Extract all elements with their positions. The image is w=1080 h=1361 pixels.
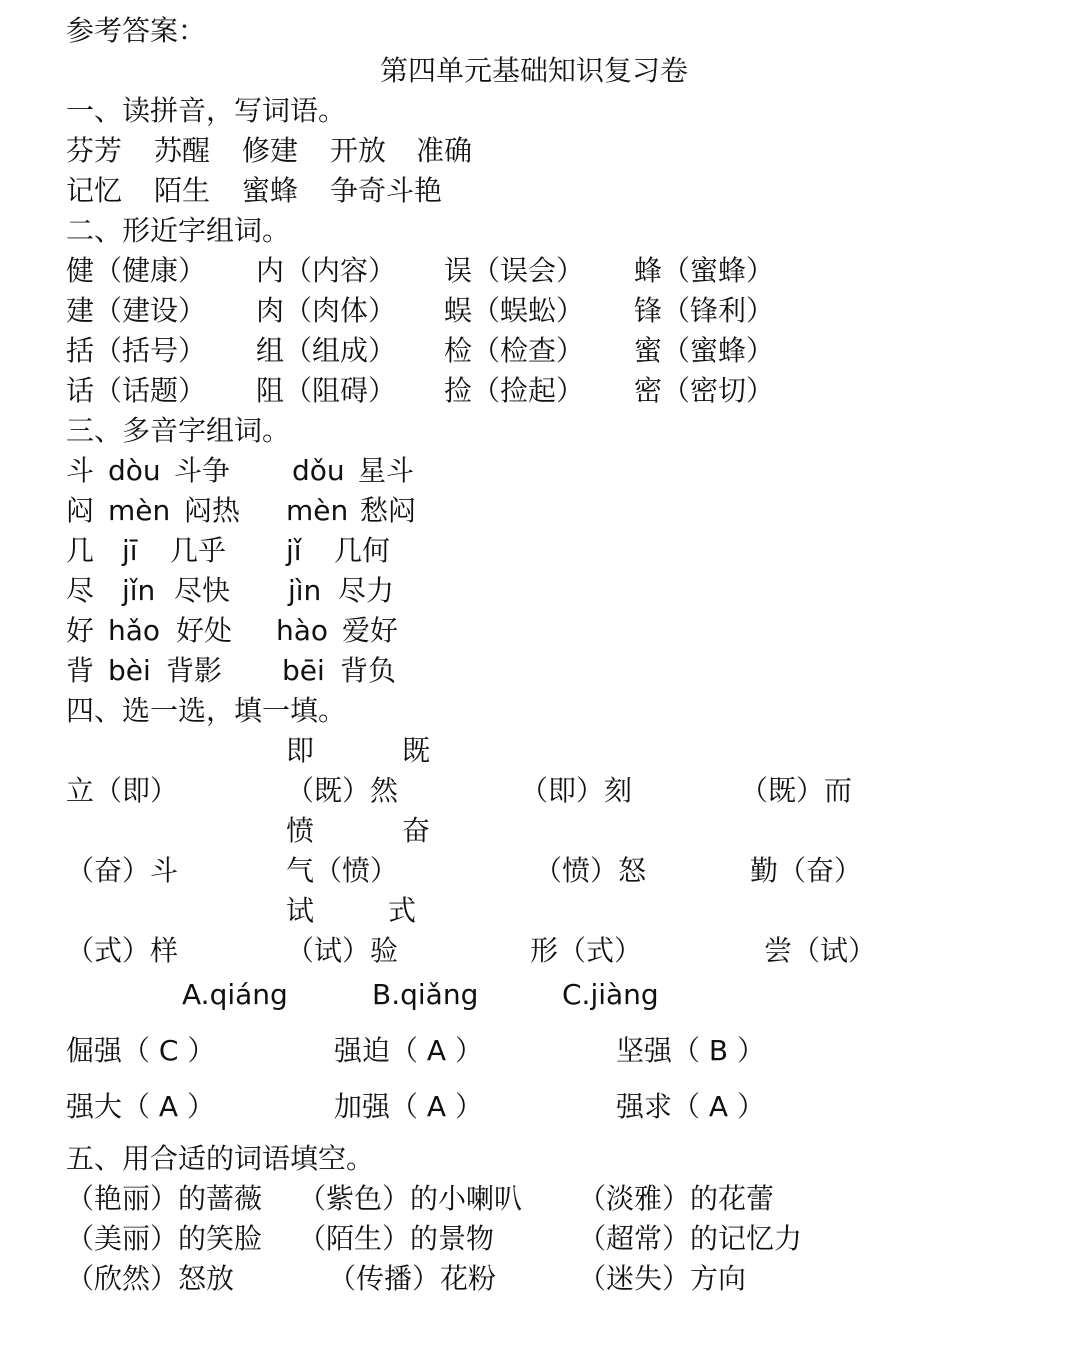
polyphone-char: 背 — [66, 654, 95, 687]
word: 修建 — [242, 134, 299, 167]
char-pair: 内（内容） — [256, 254, 397, 287]
pinyin: bēi — [282, 654, 325, 687]
char-pair: 建（建设） — [66, 294, 207, 327]
fill-item: （愤）怒 — [534, 854, 647, 887]
cropped-top-line — [0, 0, 1080, 10]
section-2-heading: 二、形近字组词。 — [66, 214, 291, 247]
pinyin: jǐn — [122, 574, 156, 607]
pinyin: jìn — [288, 574, 322, 607]
polyphone-char: 尽 — [66, 574, 95, 607]
answers-label: 参考答案： — [66, 14, 207, 47]
page-title: 第四单元基础知识复习卷 — [380, 54, 689, 87]
phrase: （艳丽）的蔷薇 — [66, 1182, 263, 1215]
section-3-heading: 三、多音字组词。 — [66, 414, 291, 447]
char-pair: 蜈（蜈蚣） — [444, 294, 585, 327]
char-pair: 组（组成） — [256, 334, 397, 367]
option-char: 试 — [286, 894, 315, 927]
char-pair: 检（检查） — [444, 334, 585, 367]
pinyin-option: A.qiáng — [182, 978, 288, 1011]
word: 陌生 — [154, 174, 211, 207]
phrase: （迷失）方向 — [578, 1262, 747, 1295]
char-pair: 蜜（蜜蜂） — [634, 334, 775, 367]
phrase: （陌生）的景物 — [298, 1222, 495, 1255]
word: 记忆 — [66, 174, 123, 207]
fill-item: 尝（试） — [764, 934, 877, 967]
phrase: （超常）的记忆力 — [578, 1222, 803, 1255]
word: 好处 — [176, 614, 233, 647]
choice-item: 强求（ A ） — [616, 1090, 765, 1123]
pinyin: jī — [122, 534, 138, 567]
word: 愁闷 — [360, 494, 417, 527]
phrase: （紫色）的小喇叭 — [298, 1182, 523, 1215]
word: 闷热 — [184, 494, 241, 527]
char-pair: 误（误会） — [444, 254, 585, 287]
word: 背负 — [340, 654, 397, 687]
fill-item: 形（式） — [530, 934, 643, 967]
choice-item: 强迫（ A ） — [334, 1034, 483, 1067]
fill-item: （奋）斗 — [66, 854, 179, 887]
word: 蜜蜂 — [242, 174, 299, 207]
section-4-heading: 四、选一选，填一填。 — [66, 694, 347, 727]
fill-item: （式）样 — [66, 934, 179, 967]
word: 准确 — [416, 134, 473, 167]
option-char: 既 — [402, 734, 431, 767]
pinyin: hào — [276, 614, 329, 647]
char-pair: 密（密切） — [634, 374, 775, 407]
char-pair: 话（话题） — [66, 374, 207, 407]
pinyin: dǒu — [292, 454, 345, 487]
phrase: （美丽）的笑脸 — [66, 1222, 263, 1255]
fill-item: 勤（奋） — [750, 854, 863, 887]
phrase: （传播）花粉 — [328, 1262, 497, 1295]
char-pair: 健（健康） — [66, 254, 207, 287]
section-5-heading: 五、用合适的词语填空。 — [66, 1142, 375, 1175]
fill-item: （既）然 — [286, 774, 399, 807]
choice-item: 倔强（ C ） — [66, 1034, 216, 1067]
char-pair: 蜂（蜜蜂） — [634, 254, 775, 287]
word: 开放 — [330, 134, 387, 167]
choice-item: 加强（ A ） — [334, 1090, 483, 1123]
pinyin: hǎo — [108, 614, 161, 647]
pinyin: mèn — [108, 494, 171, 527]
word: 斗争 — [174, 454, 231, 487]
option-char: 奋 — [402, 814, 431, 847]
fill-item: 立（即） — [66, 774, 179, 807]
fill-item: （试）验 — [286, 934, 399, 967]
section-1-heading: 一、读拼音，写词语。 — [66, 94, 347, 127]
phrase: （欣然）怒放 — [66, 1262, 235, 1295]
char-pair: 肉（肉体） — [256, 294, 397, 327]
char-pair: 阻（阻碍） — [256, 374, 397, 407]
choice-item: 坚强（ B ） — [616, 1034, 766, 1067]
word: 尽快 — [174, 574, 231, 607]
polyphone-char: 斗 — [66, 454, 95, 487]
char-pair: 锋（锋利） — [634, 294, 775, 327]
pinyin: jǐ — [286, 534, 302, 567]
word: 尽力 — [338, 574, 395, 607]
word: 星斗 — [358, 454, 415, 487]
choice-item: 强大（ A ） — [66, 1090, 215, 1123]
word: 苏醒 — [154, 134, 211, 167]
option-char: 即 — [286, 734, 315, 767]
char-pair: 捡（捡起） — [444, 374, 585, 407]
polyphone-char: 几 — [66, 534, 95, 567]
pinyin-option: C.jiàng — [562, 978, 659, 1011]
pinyin: dòu — [108, 454, 161, 487]
option-char: 愤 — [286, 814, 315, 847]
word: 爱好 — [342, 614, 399, 647]
fill-item: （即）刻 — [520, 774, 633, 807]
polyphone-char: 好 — [66, 614, 95, 647]
fill-item: （既）而 — [740, 774, 853, 807]
pinyin: bèi — [108, 654, 151, 687]
word: 芬芳 — [66, 134, 123, 167]
word: 几乎 — [170, 534, 227, 567]
phrase: （淡雅）的花蕾 — [578, 1182, 775, 1215]
pinyin-option: B.qiǎng — [372, 978, 479, 1011]
char-pair: 括（括号） — [66, 334, 207, 367]
word: 背影 — [166, 654, 223, 687]
pinyin: mèn — [286, 494, 349, 527]
polyphone-char: 闷 — [66, 494, 95, 527]
word: 争奇斗艳 — [330, 174, 443, 207]
option-char: 式 — [388, 894, 417, 927]
word: 几何 — [334, 534, 391, 567]
fill-item: 气（愤） — [286, 854, 399, 887]
